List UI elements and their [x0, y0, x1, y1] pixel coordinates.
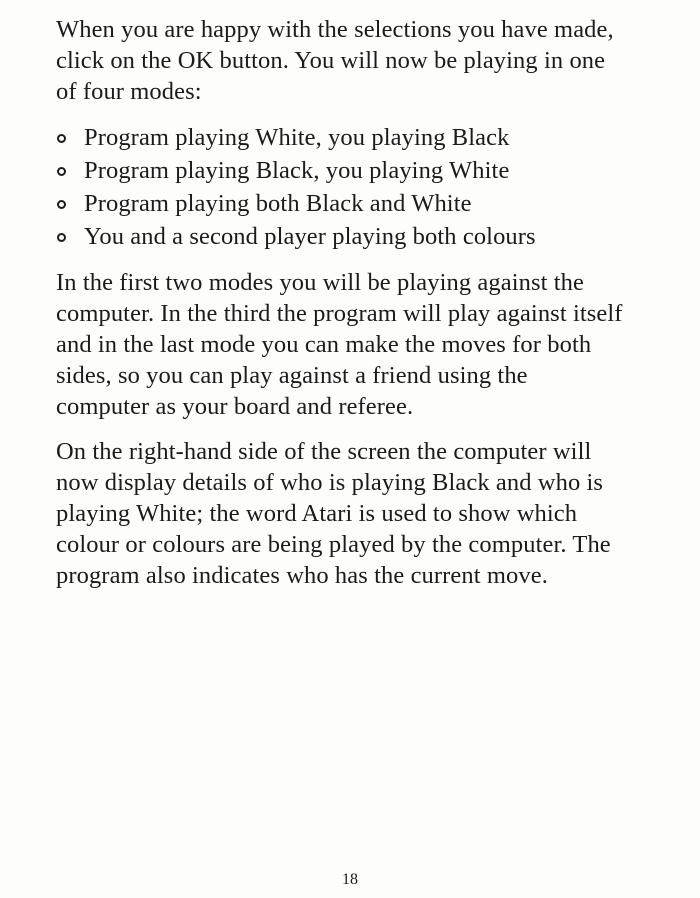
- mode-item-text: You and a second player playing both colours: [84, 223, 536, 250]
- mode-item: [56, 220, 626, 253]
- mode-item-text: Program playing White, you playing Black: [84, 124, 510, 151]
- mode-item-text: Program playing Black, you playing White: [84, 157, 510, 184]
- circle-bullet-icon: [57, 134, 66, 143]
- page-body: [56, 14, 626, 591]
- circle-bullet-icon: [57, 233, 66, 242]
- mode-item-text: Program playing both Black and White: [84, 190, 472, 217]
- modes-explanation-paragraph: In the first two modes you will be playing against the computer. In the third the program will play against itself and in the last mode you can make the moves for both sides, so you can play against a friend using the computer as your board and referee.: [56, 269, 623, 420]
- screen-details-paragraph: On the right-hand side of the screen the computer will now display details of who is playing Black and who is playing White; the word Atari is used to show which colour or colours are being played by the computer. The program also indicates who has the current move.: [56, 438, 611, 589]
- page-number: 18: [342, 871, 358, 888]
- mode-item: [56, 154, 626, 187]
- circle-bullet-icon: [57, 200, 66, 209]
- mode-item: [56, 187, 626, 220]
- modes-list: [56, 121, 626, 253]
- circle-bullet-icon: [57, 167, 66, 176]
- intro-paragraph: When you are happy with the selections you have made, click on the OK button. You will now be playing in one of four modes:: [56, 16, 614, 105]
- mode-item: [56, 121, 626, 154]
